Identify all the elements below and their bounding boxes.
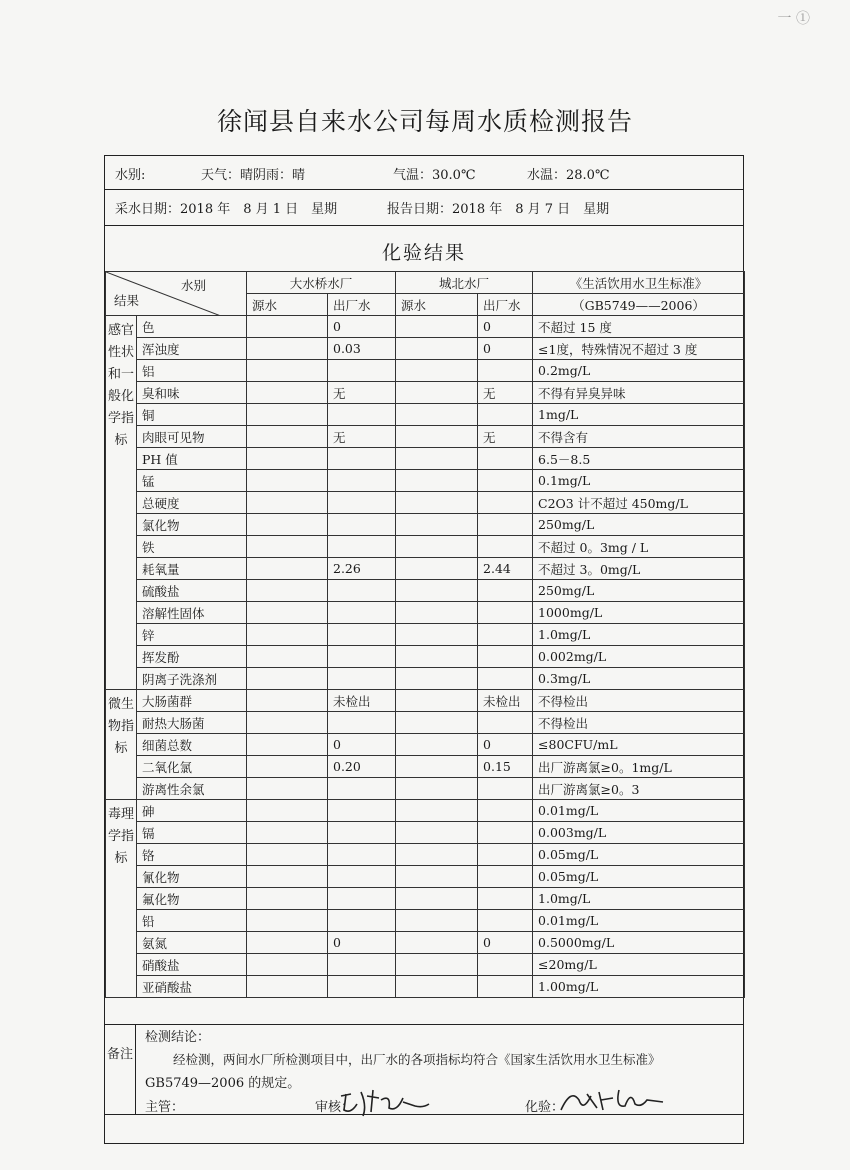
table-row <box>106 360 745 382</box>
item-name: 大肠菌群 <box>137 690 247 712</box>
plant1-header: 大水桥水厂 <box>247 272 396 294</box>
table-row <box>106 536 745 558</box>
plant1-out-value <box>328 514 396 536</box>
plant2-raw-value <box>396 822 478 844</box>
plant1-out-value <box>328 910 396 932</box>
plant2-out-value: 2.44 <box>478 558 533 580</box>
plant2-out-value <box>478 470 533 492</box>
water-temp: 水温：28.0℃ <box>527 168 610 183</box>
plant2-header: 城北水厂 <box>396 272 533 294</box>
plant2-raw-value <box>396 448 478 470</box>
plant1-out-value <box>328 624 396 646</box>
plant2-out-value <box>478 602 533 624</box>
table-row <box>106 844 745 866</box>
plant1-raw-value <box>247 668 328 690</box>
table-row <box>106 756 745 778</box>
item-name: 氟化物 <box>137 888 247 910</box>
plant1-out-value: 无 <box>328 426 396 448</box>
sample-date: 采水日期：2018 年 8 月 1 日 星期 <box>115 202 338 217</box>
plant1-raw-value <box>247 316 328 338</box>
standard-value: 不超过 15 度 <box>533 316 745 338</box>
standard-value: 1mg/L <box>533 404 745 426</box>
conclusion-line-1: 经检测，两间水厂所检测项目中，出厂水的各项指标均符合《国家生活饮用水卫生标准》 <box>173 1052 661 1067</box>
plant2-raw-value <box>396 976 478 998</box>
plant1-raw-value <box>247 514 328 536</box>
plant2-out-value <box>478 910 533 932</box>
plant2-raw-value <box>396 624 478 646</box>
plant1-out-value <box>328 976 396 998</box>
plant1-raw-value <box>247 360 328 382</box>
item-name: 镉 <box>137 822 247 844</box>
plant1-out-header: 出厂水 <box>328 294 396 316</box>
plant2-out-value: 未检出 <box>478 690 533 712</box>
plant1-raw-value <box>247 844 328 866</box>
item-name: 铬 <box>137 844 247 866</box>
plant1-out-value <box>328 646 396 668</box>
plant2-raw-value <box>396 580 478 602</box>
table-row <box>106 910 745 932</box>
plant1-raw-value <box>247 910 328 932</box>
plant1-out-value <box>328 470 396 492</box>
plant1-out-value <box>328 954 396 976</box>
table-row <box>106 558 745 580</box>
standard-value: 0.003mg/L <box>533 822 745 844</box>
plant1-out-value <box>328 580 396 602</box>
item-name: 总硬度 <box>137 492 247 514</box>
standard-value: 不得检出 <box>533 690 745 712</box>
standard-value: 出厂游离氯≥0。1mg/L <box>533 756 745 778</box>
plant2-out-value <box>478 580 533 602</box>
item-name: 二氧化氯 <box>137 756 247 778</box>
table-row <box>106 932 745 954</box>
standard-value: 1.0mg/L <box>533 888 745 910</box>
corner-bottom-label: 结果 <box>114 293 140 308</box>
plant2-out-value: 0.15 <box>478 756 533 778</box>
plant1-out-value <box>328 778 396 800</box>
standard-value: 0.002mg/L <box>533 646 745 668</box>
standard-value: 0.01mg/L <box>533 910 745 932</box>
standard-value: 6.5－8.5 <box>533 448 745 470</box>
plant2-raw-value <box>396 360 478 382</box>
results-table <box>105 271 745 998</box>
plant2-raw-value <box>396 646 478 668</box>
item-name: 硫酸盐 <box>137 580 247 602</box>
plant2-out-value <box>478 778 533 800</box>
plant2-raw-value <box>396 800 478 822</box>
table-row <box>106 866 745 888</box>
plant2-raw-value <box>396 470 478 492</box>
item-name: 硝酸盐 <box>137 954 247 976</box>
table-row <box>106 778 745 800</box>
item-name: 耗氧量 <box>137 558 247 580</box>
plant2-raw-value <box>396 712 478 734</box>
plant1-raw-value <box>247 932 328 954</box>
standard-value: ≤1度，特殊情况不超过 3 度 <box>533 338 745 360</box>
plant1-raw-value <box>247 536 328 558</box>
item-name: 砷 <box>137 800 247 822</box>
plant2-out-value <box>478 514 533 536</box>
plant1-raw-value <box>247 888 328 910</box>
item-name: 肉眼可见物 <box>137 426 247 448</box>
item-name: 浑浊度 <box>137 338 247 360</box>
standard-value: 1.0mg/L <box>533 624 745 646</box>
plant2-raw-value <box>396 338 478 360</box>
table-row <box>106 514 745 536</box>
plant1-raw-value <box>247 646 328 668</box>
plant1-raw-value <box>247 602 328 624</box>
water-type-label: 水别: <box>115 168 146 183</box>
plant2-out-value <box>478 492 533 514</box>
standard-value: 250mg/L <box>533 580 745 602</box>
item-name: 色 <box>137 316 247 338</box>
item-name: 细菌总数 <box>137 734 247 756</box>
plant2-out-value <box>478 668 533 690</box>
header-corner <box>106 272 247 316</box>
section-title: 化验结果 <box>381 242 466 264</box>
plant1-raw-value <box>247 338 328 360</box>
tester-label: 化验： <box>525 1100 565 1115</box>
remarks-category: 备注 <box>105 1024 136 1114</box>
plant1-out-value <box>328 866 396 888</box>
item-name: 游离性余氯 <box>137 778 247 800</box>
table-row <box>106 668 745 690</box>
item-name: 锰 <box>137 470 247 492</box>
plant2-raw-value <box>396 734 478 756</box>
plant1-raw-value <box>247 470 328 492</box>
plant2-raw-value <box>396 558 478 580</box>
plant2-raw-value <box>396 492 478 514</box>
plant2-out-value: 无 <box>478 426 533 448</box>
plant2-out-value <box>478 536 533 558</box>
standard-value: 0.3mg/L <box>533 668 745 690</box>
table-row <box>106 888 745 910</box>
air-temp: 气温：30.0℃ <box>393 168 476 183</box>
report-date: 报告日期：2018 年 8 月 7 日 星期 <box>387 202 610 217</box>
conclusion-line-2: GB5749—2006 的规定。 <box>145 1076 301 1091</box>
plant1-out-value: 无 <box>328 382 396 404</box>
plant1-out-value: 未检出 <box>328 690 396 712</box>
standard-value: 0.01mg/L <box>533 800 745 822</box>
category-label: 毒理学指标 <box>106 800 137 998</box>
plant2-out-value <box>478 888 533 910</box>
plant1-out-value: 0.20 <box>328 756 396 778</box>
standard-value: 不得含有 <box>533 426 745 448</box>
plant1-out-value <box>328 360 396 382</box>
plant2-out-value <box>478 404 533 426</box>
plant1-raw-value <box>247 382 328 404</box>
plant1-raw-value <box>247 734 328 756</box>
table-row <box>106 624 745 646</box>
plant1-raw-value <box>247 976 328 998</box>
standard-value: ≤20mg/L <box>533 954 745 976</box>
table-row <box>106 822 745 844</box>
plant2-out-value <box>478 822 533 844</box>
plant1-raw-value <box>247 756 328 778</box>
table-row <box>106 976 745 998</box>
standard-header-1: 《生活饮用水卫生标准》 <box>533 272 745 294</box>
plant1-out-value <box>328 844 396 866</box>
plant1-raw-value <box>247 624 328 646</box>
standard-value: 0.05mg/L <box>533 866 745 888</box>
plant2-out-header: 出厂水 <box>478 294 533 316</box>
standard-value: 不得有异臭异味 <box>533 382 745 404</box>
category-label: 感官性状和一般化学指标 <box>106 316 137 690</box>
reviewer-label: 审核： <box>315 1100 355 1115</box>
plant1-raw-value <box>247 448 328 470</box>
category-label: 微生物指标 <box>106 690 137 800</box>
plant1-raw-value <box>247 866 328 888</box>
item-name: 臭和味 <box>137 382 247 404</box>
plant2-out-value <box>478 712 533 734</box>
plant2-raw-value <box>396 888 478 910</box>
item-name: 锌 <box>137 624 247 646</box>
header-row-1 <box>106 272 745 294</box>
table-row <box>106 602 745 624</box>
item-name: 氨氮 <box>137 932 247 954</box>
plant2-raw-value <box>396 382 478 404</box>
plant2-raw-value <box>396 756 478 778</box>
standard-value: 250mg/L <box>533 514 745 536</box>
plant2-out-value <box>478 800 533 822</box>
plant2-raw-value <box>396 514 478 536</box>
plant1-out-value: 0 <box>328 932 396 954</box>
table-row <box>106 382 745 404</box>
plant2-raw-value <box>396 866 478 888</box>
table-row <box>106 492 745 514</box>
plant2-out-value <box>478 844 533 866</box>
item-name: 挥发酚 <box>137 646 247 668</box>
table-row <box>106 470 745 492</box>
item-name: 溶解性固体 <box>137 602 247 624</box>
corner-top-label: 水别 <box>180 278 206 293</box>
plant2-raw-value <box>396 910 478 932</box>
plant2-raw-value <box>396 954 478 976</box>
plant2-raw-value <box>396 426 478 448</box>
plant2-raw-value <box>396 932 478 954</box>
table-row <box>106 712 745 734</box>
plant1-out-value <box>328 536 396 558</box>
supervisor-label: 主管： <box>145 1100 185 1115</box>
divider <box>105 1114 743 1115</box>
item-name: 铅 <box>137 910 247 932</box>
plant1-out-value <box>328 404 396 426</box>
plant1-out-value: 2.26 <box>328 558 396 580</box>
plant1-raw-value <box>247 712 328 734</box>
plant1-out-value <box>328 822 396 844</box>
item-name: 耐热大肠菌 <box>137 712 247 734</box>
plant1-raw-value <box>247 778 328 800</box>
table-row <box>106 448 745 470</box>
plant2-raw-value <box>396 844 478 866</box>
plant1-out-value: 0 <box>328 316 396 338</box>
plant2-raw-value <box>396 316 478 338</box>
plant1-raw-value <box>247 404 328 426</box>
conclusion-label: 检测结论： <box>145 1030 211 1045</box>
plant1-out-value <box>328 800 396 822</box>
plant1-out-value <box>328 668 396 690</box>
item-name: 铜 <box>137 404 247 426</box>
standard-value: 0.05mg/L <box>533 844 745 866</box>
table-row <box>106 404 745 426</box>
standard-value: 不超过 3。0mg/L <box>533 558 745 580</box>
table-row <box>106 426 745 448</box>
standard-value: 不超过 0。3mg / L <box>533 536 745 558</box>
plant1-raw-value <box>247 558 328 580</box>
plant2-out-value: 0 <box>478 316 533 338</box>
table-row <box>106 954 745 976</box>
plant2-out-value <box>478 360 533 382</box>
plant1-out-value: 0 <box>328 734 396 756</box>
item-name: 铁 <box>137 536 247 558</box>
standard-header-2: （GB5749——2006） <box>533 294 745 316</box>
item-name: 氰化物 <box>137 866 247 888</box>
standard-value: 1000mg/L <box>533 602 745 624</box>
plant1-out-value <box>328 602 396 624</box>
plant1-out-value <box>328 492 396 514</box>
plant2-out-value: 0 <box>478 338 533 360</box>
divider <box>105 225 743 226</box>
plant1-out-value <box>328 712 396 734</box>
plant2-out-value <box>478 976 533 998</box>
table-row <box>106 646 745 668</box>
plant2-out-value <box>478 624 533 646</box>
plant1-raw-header: 源水 <box>247 294 328 316</box>
plant1-raw-value <box>247 492 328 514</box>
plant1-out-value: 0.03 <box>328 338 396 360</box>
standard-value: 出厂游离氯≥0。3 <box>533 778 745 800</box>
remarks-section <box>105 1024 744 1114</box>
plant1-raw-value <box>247 426 328 448</box>
plant2-raw-value <box>396 778 478 800</box>
item-name: PH 值 <box>137 448 247 470</box>
table-row <box>106 690 745 712</box>
plant2-out-value <box>478 448 533 470</box>
plant2-raw-value <box>396 668 478 690</box>
plant1-out-value <box>328 888 396 910</box>
divider <box>105 189 743 190</box>
weather: 天气：晴阴雨：晴 <box>201 168 306 183</box>
plant2-out-value <box>478 646 533 668</box>
plant2-raw-value <box>396 404 478 426</box>
plant2-out-value: 0 <box>478 932 533 954</box>
page-number: 一 ① <box>777 11 810 27</box>
plant2-raw-value <box>396 690 478 712</box>
item-name: 亚硝酸盐 <box>137 976 247 998</box>
plant2-raw-value <box>396 536 478 558</box>
report-title: 徐闻县自来水公司每周水质检测报告 <box>216 107 633 136</box>
plant2-out-value <box>478 954 533 976</box>
plant1-out-value <box>328 448 396 470</box>
table-row <box>106 316 745 338</box>
standard-value: 0.1mg/L <box>533 470 745 492</box>
standard-value: 1.00mg/L <box>533 976 745 998</box>
table-row <box>106 338 745 360</box>
standard-value: ≤80CFU/mL <box>533 734 745 756</box>
standard-value: C2O3 计不超过 450mg/L <box>533 492 745 514</box>
item-name: 阴离子洗涤剂 <box>137 668 247 690</box>
standard-value: 不得检出 <box>533 712 745 734</box>
item-name: 铝 <box>137 360 247 382</box>
plant2-raw-header: 源水 <box>396 294 478 316</box>
item-name: 氯化物 <box>137 514 247 536</box>
table-row <box>106 800 745 822</box>
standard-value: 0.2mg/L <box>533 360 745 382</box>
plant1-raw-value <box>247 580 328 602</box>
plant2-out-value: 0 <box>478 734 533 756</box>
report-sheet <box>104 155 744 1144</box>
plant2-raw-value <box>396 602 478 624</box>
plant2-out-value: 无 <box>478 382 533 404</box>
standard-value: 0.5000mg/L <box>533 932 745 954</box>
plant2-out-value <box>478 866 533 888</box>
plant1-raw-value <box>247 822 328 844</box>
plant1-raw-value <box>247 800 328 822</box>
table-row <box>106 580 745 602</box>
plant1-raw-value <box>247 954 328 976</box>
tester-signature <box>557 1084 667 1116</box>
table-row <box>106 734 745 756</box>
plant1-raw-value <box>247 690 328 712</box>
